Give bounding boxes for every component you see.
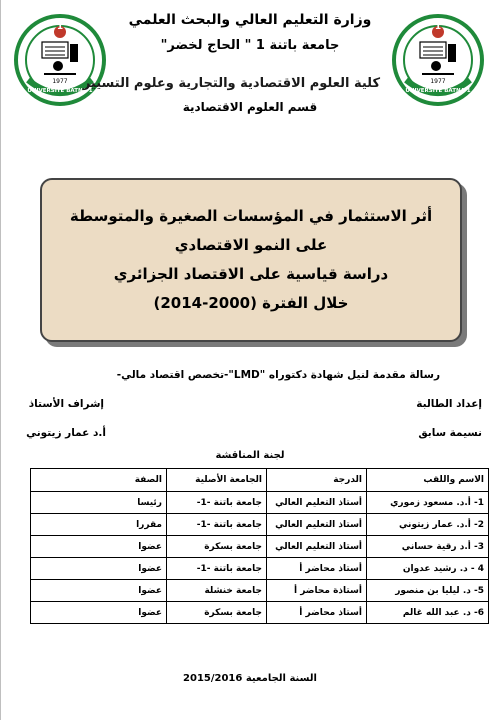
header-university: الجامعة الأصلية: [167, 469, 267, 492]
table-row: [31, 558, 489, 580]
ministry-name: وزارة التعليم العالي والبحث العلمي: [128, 12, 372, 28]
member-role: مقررا: [31, 514, 167, 536]
logo-number: 1: [56, 22, 64, 32]
member-role: عضوا: [31, 558, 167, 580]
header-role: الصفة: [31, 469, 167, 492]
thesis-degree-line: رسالة مقدمة لنيل شهادة دكتوراه "LMD"-تخصص اقتصاد مالي-: [116, 369, 440, 381]
prepared-by-label: إعداد الطالبة: [416, 398, 482, 410]
member-name: 3- أ.د رقية حساني: [367, 536, 489, 558]
header-name: الاسم واللقب: [367, 469, 489, 492]
committee-title: لجنة المناقشة: [215, 450, 285, 461]
member-name: 2- أ.د. عمار زيتوني: [367, 514, 489, 536]
member-university: جامعة خنشلة: [167, 580, 267, 602]
table-row: [31, 492, 489, 514]
university-name: جامعة باتنة 1 " الحاج لخضر": [160, 38, 340, 53]
member-rank: أستاذ محاضر أ: [267, 602, 367, 624]
member-university: جامعة بسكرة: [167, 536, 267, 558]
student-name: نسيمة سابق: [418, 427, 482, 439]
table-row: [31, 580, 489, 602]
member-university: جامعة باتنة -1-: [167, 492, 267, 514]
logo-number: 1: [434, 22, 442, 32]
title-line-4: خلال الفترة (2000-2014): [153, 294, 349, 312]
member-rank: أستاذة محاضر أ: [267, 580, 367, 602]
member-rank: أستاذ محاضر أ: [267, 558, 367, 580]
faculty-name: كلية العلوم الاقتصادية والتجارية وعلوم التسيير: [82, 76, 380, 91]
logo-right-text: [392, 14, 484, 106]
supervision-label: إشراف الأستاذ: [28, 398, 104, 410]
member-rank: أستاذ التعليم العالي: [267, 536, 367, 558]
member-role: رئيسا: [31, 492, 167, 514]
member-rank: أستاذ التعليم العالي: [267, 514, 367, 536]
member-university: جامعة بسكرة: [167, 602, 267, 624]
committee-table: [30, 468, 489, 624]
logo-left-text: [14, 14, 106, 106]
table-row: [31, 514, 489, 536]
logo-caption: UNIVERSITE BATNA 1: [405, 88, 471, 94]
department-name: قسم العلوم الاقتصادية: [182, 100, 318, 114]
title-line-2: على النمو الاقتصادي: [174, 236, 328, 254]
header-rank: الدرجة: [267, 469, 367, 492]
title-line-1: أثر الاستثمار في المؤسسات الصغيرة والمتوسطة: [69, 207, 433, 225]
table-header-row: [31, 469, 489, 492]
logo-year: 1977: [430, 78, 446, 85]
member-role: عضوا: [31, 536, 167, 558]
academic-year: السنة الجامعية 2015/2016: [183, 673, 317, 684]
member-role: عضوا: [31, 602, 167, 624]
logo-caption: UNIVERSITE BATNA 1: [27, 88, 93, 94]
supervisor-name: أ.د عمار زيتوني: [26, 427, 106, 439]
member-university: جامعة باتنة -1-: [167, 558, 267, 580]
thesis-title-box: [40, 178, 462, 342]
table-row: [31, 602, 489, 624]
member-name: 4 - د. رشيد عدوان: [367, 558, 489, 580]
member-name: 6- د. عبد الله غالم: [367, 602, 489, 624]
table-row: [31, 536, 489, 558]
logo-year: 1977: [52, 78, 68, 85]
member-university: جامعة باتنة -1-: [167, 514, 267, 536]
member-role: عضوا: [31, 580, 167, 602]
title-line-3: دراسة قياسية على الاقتصاد الجزائري: [113, 265, 389, 283]
member-name: 5- د. ليليا بن منصور: [367, 580, 489, 602]
member-name: 1- أ.د. مسعود زموري: [367, 492, 489, 514]
member-rank: أستاذ التعليم العالي: [267, 492, 367, 514]
